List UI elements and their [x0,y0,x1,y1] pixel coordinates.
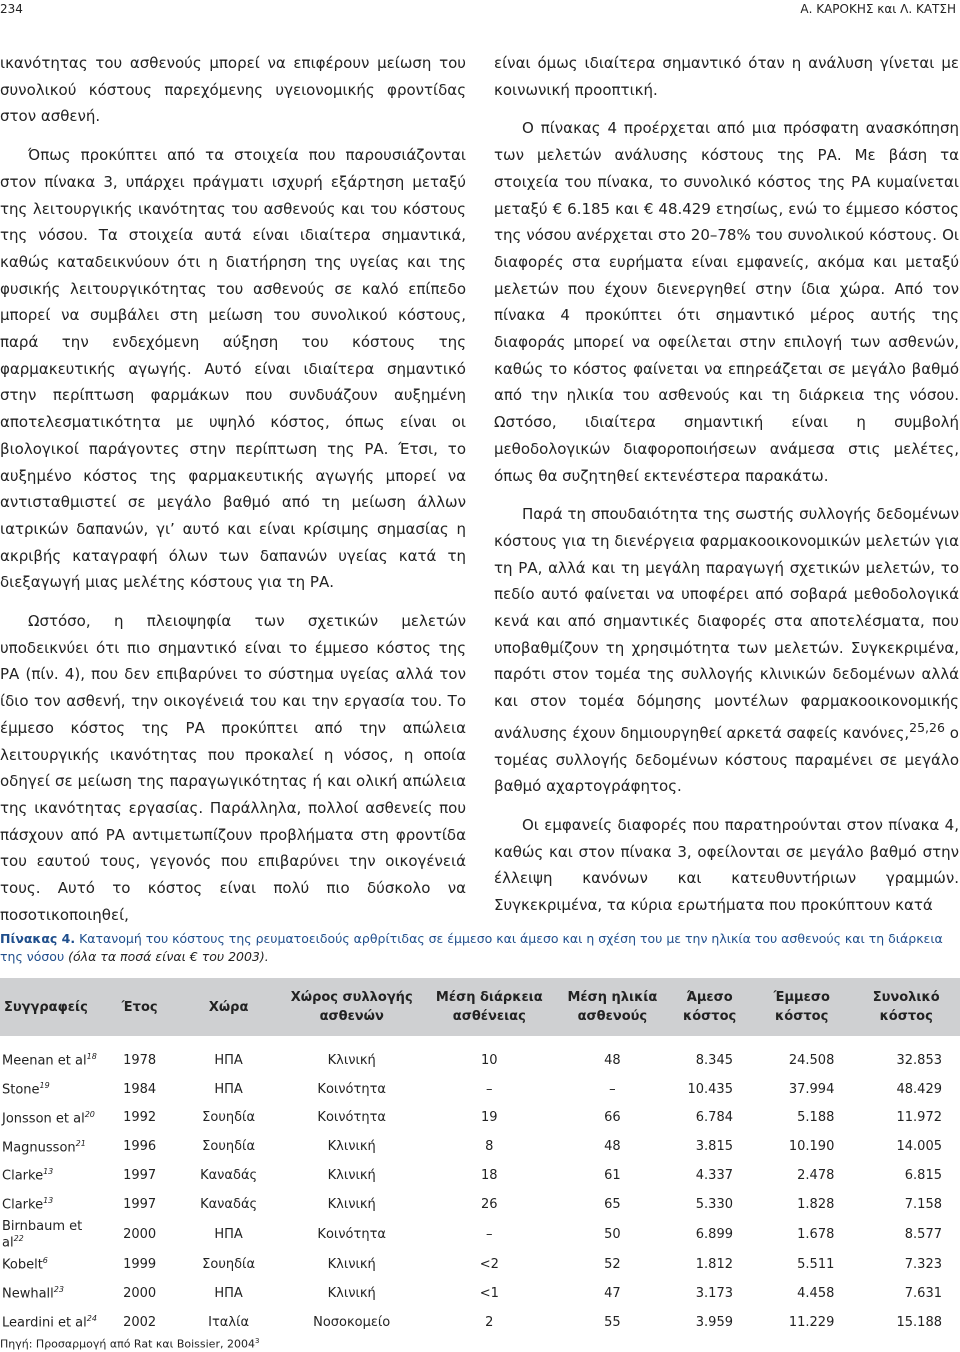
cell-author [0,1279,103,1308]
cell-age-value: 48 [604,1139,621,1155]
cell-direct-cost-value: 8.345 [695,1052,733,1068]
cell-age-value: – [609,1081,616,1097]
cell-duration [422,1250,556,1279]
table-row [0,1161,960,1190]
cell-author-value: Meenan et al [2,1053,87,1069]
cell-country [176,1075,282,1104]
cell-country-value: ΗΠΑ [214,1081,243,1097]
cell-country [176,1190,282,1219]
table-caption [0,930,960,966]
cell-year [103,1132,175,1161]
table-row [0,1279,960,1308]
column-header: Χώρα [208,999,249,1015]
cell-direct-cost-value: 3.173 [695,1285,733,1301]
cell-country [176,1036,282,1075]
paragraph: Όπως προκύπτει από τα στοιχεία που παρουσιάζονται στον πίνακα 3, υπάρχει πράγματι ισχυρή εξάρτηση μεταξύ της λειτουργικής ικανότητας του ασθενούς και του κόστους της νόσου. Τα στοιχεία αυτά είναι ιδιαίτερα σημαντικά, καθώς καταδεικνύουν ότι η διατήρηση της υγείας και της φυσικής λειτουργικότητας του ασθενούς σε καλό επίπεδο μπορεί να συμβάλει στη μείωση του συνολικού κόστους, παρά την ενδεχόμενη αύξηση του κόστους της φαρμακευτικής αγωγής. Αυτό είναι ιδιαίτερα σημαντικό στην περίπτωση φαρμάκων που συνδυάζουν αυξημένη αποτελεσματικότητα με υψηλό κόστος, όπως είναι οι βιολογικοί παράγοντες στην περίπτωση της ΡΑ. Έτσι, το αυξημένο κόστος της φαρμακευτικής αγωγής μπορεί να αντισταθμιστεί σε μεγάλο βαθμό από τη μείωση άλλων ιατρικών δαπανών, γι’ αυτό και είναι κρίσιμης σημασίας η ακριβής καταγραφή όλων των δαπανών υγείας κατά τη διεξαγωγή μιας μελέτης κόστους για τη ΡΑ. [0,146,466,592]
table-row [0,1219,960,1250]
cell-year [103,1219,175,1250]
cell-duration-value: 10 [481,1052,498,1068]
cell-duration-value: 2 [485,1314,494,1330]
cell-age [557,1132,669,1161]
cell-total-cost-value: 7.158 [904,1196,942,1212]
cell-total-cost [852,1250,960,1279]
cell-age [557,1104,669,1133]
cell-indirect-cost [751,1075,852,1104]
cell-direct-cost [668,1036,751,1075]
cell-author [0,1161,103,1190]
running-header [0,0,960,18]
cell-year-value: 1997 [123,1168,157,1184]
cell-indirect-cost [751,1132,852,1161]
table-label: Πίνακας 4. [0,931,76,946]
cell-country-value: Σουηδία [202,1257,256,1272]
source-text: Πηγή: Προσαρμογή από Rat και Boissier, 2004 [0,1337,255,1351]
cell-total-cost [852,1132,960,1161]
cell-indirect-cost [751,1104,852,1133]
caption-text: Κατανομή του κόστους της ρευματοειδούς αρθρίτιδας σε έμμεσο και άμεσο και η σχέση του με την ηλικία του ασθενούς και τη διάρκεια της νόσου [0,931,943,964]
cell-country-value: ΗΠΑ [214,1052,243,1068]
cell-country-value: Ιταλία [208,1314,250,1330]
citation-ref: 25,26 [909,719,945,735]
cell-age [557,1219,669,1250]
cell-duration-value: 19 [481,1110,498,1126]
cell-direct-cost [668,1161,751,1190]
cell-duration [422,1075,556,1104]
cell-year-value: 1999 [123,1257,157,1272]
cell-direct-cost-value: 6.899 [695,1226,733,1242]
cell-country [176,1308,282,1337]
cell-direct-cost [668,1250,751,1279]
table-row [0,1075,960,1104]
cell-age-value: 55 [604,1314,621,1330]
cell-indirect-cost-value: 24.508 [788,1052,835,1068]
cell-duration [422,1036,556,1075]
cell-direct-cost-value: 6.784 [695,1110,733,1126]
cell-country [176,1104,282,1133]
cell-author [0,1190,103,1219]
citation-ref: 13 [43,1196,54,1206]
cost-table [0,978,960,1337]
paragraph: Οι εμφανείς διαφορές που παρατηρούνται στον πίνακα 4, καθώς και στον πίνακα 3, οφείλονται σε μεγάλο βαθμό στην έλλειψη κανόνων και κατευθυντήριων γραμμών. Συγκεκριμένα, τα κύρια ερωτήματα που προκύπτουν κατά [494,815,959,915]
cell-year-value: 2002 [123,1314,157,1330]
cell-direct-cost-value: 3.959 [695,1314,733,1330]
cell-author [0,1308,103,1337]
cell-age [557,1075,669,1104]
cell-country-value: ΗΠΑ [214,1285,243,1301]
cell-indirect-cost [751,1161,852,1190]
cell-total-cost [852,1190,960,1219]
table-row [0,1250,960,1279]
cell-setting-value: Κοινότητα [317,1110,386,1126]
cell-year-value: 1978 [123,1052,157,1068]
cell-age-value: 48 [604,1052,621,1068]
cell-year [103,1190,175,1219]
cell-author [0,1132,103,1161]
column-header: Μέση διάρκεια ασθένειας [435,990,543,1024]
cell-indirect-cost [751,1219,852,1250]
cell-duration-value: 18 [481,1168,498,1184]
cell-setting-value: Κοινότητα [317,1081,386,1097]
cell-total-cost [852,1036,960,1075]
cell-indirect-cost-value: 1.828 [797,1196,835,1212]
citation-ref: 13 [43,1167,54,1177]
column-header: Έτος [121,999,158,1015]
cell-direct-cost [668,1308,751,1337]
left-column [0,50,466,941]
cell-age-value: 61 [604,1168,621,1184]
paragraph-text: Παρά τη σπουδαιότητα της σωστής συλλογής δεδομένων κόστους για τη διενέργεια φαρμακοοικονομικών μελετών για τη ΡΑ, αλλά και τη μεγάλη παραγωγή σχετικών μελετών, το πεδίο αυτό φαίνεται να υποφέρει από σοβαρά μεθοδολογικά κενά και από σημαντικές διαφορές στα αποτελέσματα, που υποβαθμίζουν τη χρησιμότητα των μελετών. Συγκεκριμένα, παρότι στον τομέα της συλλογής κλινικών δεδομένων αλλά και στον τομέα δόμησης μοντέλων φαρμακοοικονομικής ανάλυσης έχουν δημιουργηθεί αρκετά σαφείς κανόνες, [494,505,959,742]
table-row [0,1036,960,1075]
cell-year-value: 2000 [123,1226,157,1242]
cell-author-value: Clarke [2,1197,44,1213]
cell-author-value: Jonsson et al [2,1111,85,1127]
caption-note: (όλα τα ποσά είναι € του 2003). [68,949,269,964]
cell-age-value: 50 [604,1226,621,1242]
cell-author-value: Newhall [2,1286,54,1302]
cell-setting-value: Κλινική [327,1168,376,1184]
cell-indirect-cost-value: 4.458 [797,1285,835,1301]
cell-age-value: 65 [604,1196,621,1212]
cell-country [176,1132,282,1161]
cell-direct-cost-value: 5.330 [695,1196,733,1212]
table-row [0,1190,960,1219]
cell-total-cost-value: 8.577 [904,1226,942,1242]
cell-setting [281,1190,422,1219]
cell-indirect-cost-value: 10.190 [788,1139,835,1155]
cell-duration [422,1308,556,1337]
cell-indirect-cost-value: 5.511 [797,1257,835,1272]
cell-age [557,1161,669,1190]
cell-age-value: 52 [604,1257,621,1272]
cell-total-cost-value: 15.188 [896,1314,942,1330]
cell-duration [422,1104,556,1133]
cell-indirect-cost-value: 2.478 [797,1168,835,1184]
cell-total-cost-value: 32.853 [896,1052,942,1068]
cell-total-cost-value: 6.815 [904,1168,942,1184]
cell-setting-value: Κλινική [327,1196,376,1212]
cell-direct-cost [668,1104,751,1133]
cell-age [557,1190,669,1219]
cell-author [0,1250,103,1279]
cell-indirect-cost [751,1279,852,1308]
cell-duration-value: 26 [481,1196,498,1212]
cell-setting [281,1104,422,1133]
cell-setting-value: Κλινική [327,1052,376,1068]
cell-duration-value: <2 [479,1257,499,1272]
cell-total-cost [852,1219,960,1250]
cell-duration [422,1161,556,1190]
cell-total-cost-value: 48.429 [896,1081,942,1097]
cell-duration [422,1132,556,1161]
cell-author [0,1075,103,1104]
cell-country-value: Καναδάς [200,1196,258,1212]
column-header: Μέση ηλικία ασθενούς [567,990,658,1024]
cell-duration-value: – [486,1081,493,1097]
paragraph: ικανότητας του ασθενούς μπορεί να επιφέρουν μείωση του συνολικού κόστους παρεχόμενης υγειονομικής φροντίδας στον ασθενή. [0,54,466,126]
cell-duration-value: – [486,1226,493,1242]
cell-direct-cost [668,1190,751,1219]
cell-setting [281,1308,422,1337]
cell-setting [281,1161,422,1190]
cell-setting-value: Κλινική [327,1139,376,1155]
citation-ref: 3 [254,1337,260,1345]
cell-year [103,1279,175,1308]
cell-year-value: 1996 [123,1139,157,1155]
paragraph: είναι όμως ιδιαίτερα σημαντικό όταν η ανάλυση γίνεται με κοινωνική προοπτική. [494,54,959,99]
cell-author [0,1219,103,1250]
table-source [0,1337,259,1351]
cell-total-cost [852,1075,960,1104]
running-head-authors: Α. ΚΑΡΟΚΗΣ και Λ. ΚΑΤΣΗ [800,2,956,16]
cell-setting [281,1075,422,1104]
cell-author [0,1036,103,1075]
cell-country-value: Σουηδία [202,1110,256,1126]
cell-duration [422,1279,556,1308]
cell-age [557,1279,669,1308]
cell-country-value: Καναδάς [200,1168,258,1184]
cell-total-cost [852,1308,960,1337]
column-header: Συνολικό κόστος [872,990,940,1024]
cell-year-value: 1992 [123,1110,157,1126]
cell-total-cost-value: 11.972 [896,1110,942,1126]
cell-author-value: Clarke [2,1168,44,1184]
cell-setting-value: Κοινότητα [317,1226,386,1242]
citation-ref: 18 [86,1052,97,1062]
cell-indirect-cost [751,1308,852,1337]
column-header: Χώρος συλλογής ασθενών [290,990,413,1024]
citation-ref: 21 [75,1138,86,1148]
cell-country [176,1219,282,1250]
paragraph-text: ο τομέας συλλογής δεδομένων κόστους παραμένει σε μεγάλο βαθμό αχαρτογράφητος. [494,723,959,796]
table-row [0,1132,960,1161]
cell-direct-cost [668,1279,751,1308]
cell-indirect-cost [751,1036,852,1075]
cell-direct-cost [668,1075,751,1104]
cell-direct-cost-value: 1.812 [695,1257,733,1272]
cell-indirect-cost-value: 5.188 [797,1110,835,1126]
cell-indirect-cost-value: 11.229 [788,1314,835,1330]
cell-year-value: 1984 [123,1081,157,1097]
citation-ref: 22 [13,1233,24,1243]
column-header: Συγγραφείς [4,999,88,1015]
cell-country-value: ΗΠΑ [214,1226,243,1242]
cell-year [103,1161,175,1190]
table-header-row [0,978,960,1036]
cell-setting-value: Κλινική [327,1257,376,1272]
cell-total-cost [852,1279,960,1308]
cell-age-value: 66 [604,1110,621,1126]
cell-year [103,1250,175,1279]
cell-total-cost-value: 14.005 [896,1139,942,1155]
cell-setting-value: Νοσοκομείο [313,1314,391,1330]
cell-setting [281,1132,422,1161]
paragraph: Ωστόσο, η πλειοψηφία των σχετικών μελετών υποδεικνύει ότι πιο σημαντικό είναι το έμμεσο κόστος της ΡΑ (πίν. 4), που δεν επιβαρύνει το σύστημα υγείας αλλά τον ίδιο τον ασθενή, την οικογένειά του και την εργασία του. Το έμμεσο κόστος της ΡΑ προκύπτει από την απώλεια λειτουργικής ικανότητας που προκαλεί η νόσος, η οποία οδηγεί σε μείωση της παραγωγικότητας ή και ολική απώλεια της ικανότητας εργασίας. Παράλληλα, πολλοί ασθενείς που πάσχουν από ΡΑ αντιμετωπίζουν προβλήματα στη φροντίδα του εαυτού τους, γεγονός που επιβαρύνει την οικογένειά τους. Αυτό το κόστος είναι πολύ πιο δύσκολο να ποσοτικοποιηθεί, [0,612,466,924]
cell-total-cost [852,1104,960,1133]
cell-indirect-cost-value: 37.994 [788,1081,835,1097]
cell-year [103,1075,175,1104]
cell-author-value: Leardini et al [2,1315,87,1331]
cell-duration-value: <1 [479,1285,499,1301]
cell-indirect-cost [751,1190,852,1219]
page-number: 234 [0,2,23,16]
cell-direct-cost-value: 10.435 [687,1081,733,1097]
cell-author-value: Stone [2,1082,40,1098]
cell-total-cost [852,1161,960,1190]
cell-age [557,1250,669,1279]
table-row [0,1104,960,1133]
cell-total-cost-value: 7.631 [904,1285,942,1301]
cell-author-value: Magnusson [2,1139,76,1155]
cell-setting [281,1036,422,1075]
citation-ref: 23 [53,1285,64,1295]
cell-duration [422,1219,556,1250]
cell-country-value: Σουηδία [202,1139,256,1155]
cell-setting-value: Κλινική [327,1285,376,1301]
cell-duration [422,1190,556,1219]
column-header: Άμεσο κόστος [682,990,737,1024]
cell-indirect-cost [751,1250,852,1279]
cell-year [103,1036,175,1075]
cell-age [557,1308,669,1337]
cell-total-cost-value: 7.323 [904,1257,942,1272]
cell-indirect-cost-value: 1.678 [797,1226,835,1242]
cell-country [176,1161,282,1190]
citation-ref: 19 [39,1081,50,1091]
cell-setting [281,1279,422,1308]
cell-setting [281,1219,422,1250]
cell-duration-value: 8 [485,1139,494,1155]
citation-ref: 20 [84,1109,95,1119]
citation-ref: 6 [42,1256,48,1266]
cell-year [103,1104,175,1133]
cell-age-value: 47 [604,1285,621,1301]
cell-country [176,1250,282,1279]
cell-author [0,1104,103,1133]
right-column [494,50,959,931]
cell-setting [281,1250,422,1279]
cell-age [557,1036,669,1075]
cell-author-value: Birnbaum et al [2,1218,83,1251]
cell-year-value: 2000 [123,1285,157,1301]
citation-ref: 24 [86,1313,97,1323]
cell-direct-cost [668,1219,751,1250]
cell-author-value: Kobelt [2,1257,43,1273]
column-header: Έμμεσο κόστος [773,990,830,1024]
cell-year [103,1308,175,1337]
cell-country [176,1279,282,1308]
cell-direct-cost-value: 3.815 [695,1139,733,1155]
cell-year-value: 1997 [123,1196,157,1212]
paragraph [494,501,959,800]
cell-direct-cost-value: 4.337 [695,1168,733,1184]
paragraph: Ο πίνακας 4 προέρχεται από μια πρόσφατη ανασκόπηση των μελετών ανάλυσης κόστους της ΡΑ. Με βάση τα στοιχεία του πίνακα, το συνολικό κόστος της ΡΑ κυμαίνεται μεταξύ € 6.185 και € 48.429 ετησίως, ενώ το έμμεσο κόστος της νόσου ανέρχεται στο 20–78% του συνολικού κόστους. Οι διαφορές στα ευρήματα είναι εμφανείς, ακόμα και μεταξύ μελετών που έχουν διενεργηθεί στην ίδια χώρα. Από τον πίνακα 4 προκύπτει ότι σημαντικό μέρος αυτής της διαφοράς μπορεί να οφείλεται στην επιλογή των ασθενών, καθώς το κόστος φαίνεται να επηρεάζεται σε μεγάλο βαθμό από την ηλικία του ασθενούς και τη διάρκεια της νόσου. Ωστόσο, ιδιαίτερα σημαντική είναι η συμβολή μεθοδολογικών διαφοροποιήσεων ανάμεσα στις μελέτες, όπως θα συζητηθεί εκτενέστερα παρακάτω. [494,119,959,485]
cell-direct-cost [668,1132,751,1161]
table-row [0,1308,960,1337]
